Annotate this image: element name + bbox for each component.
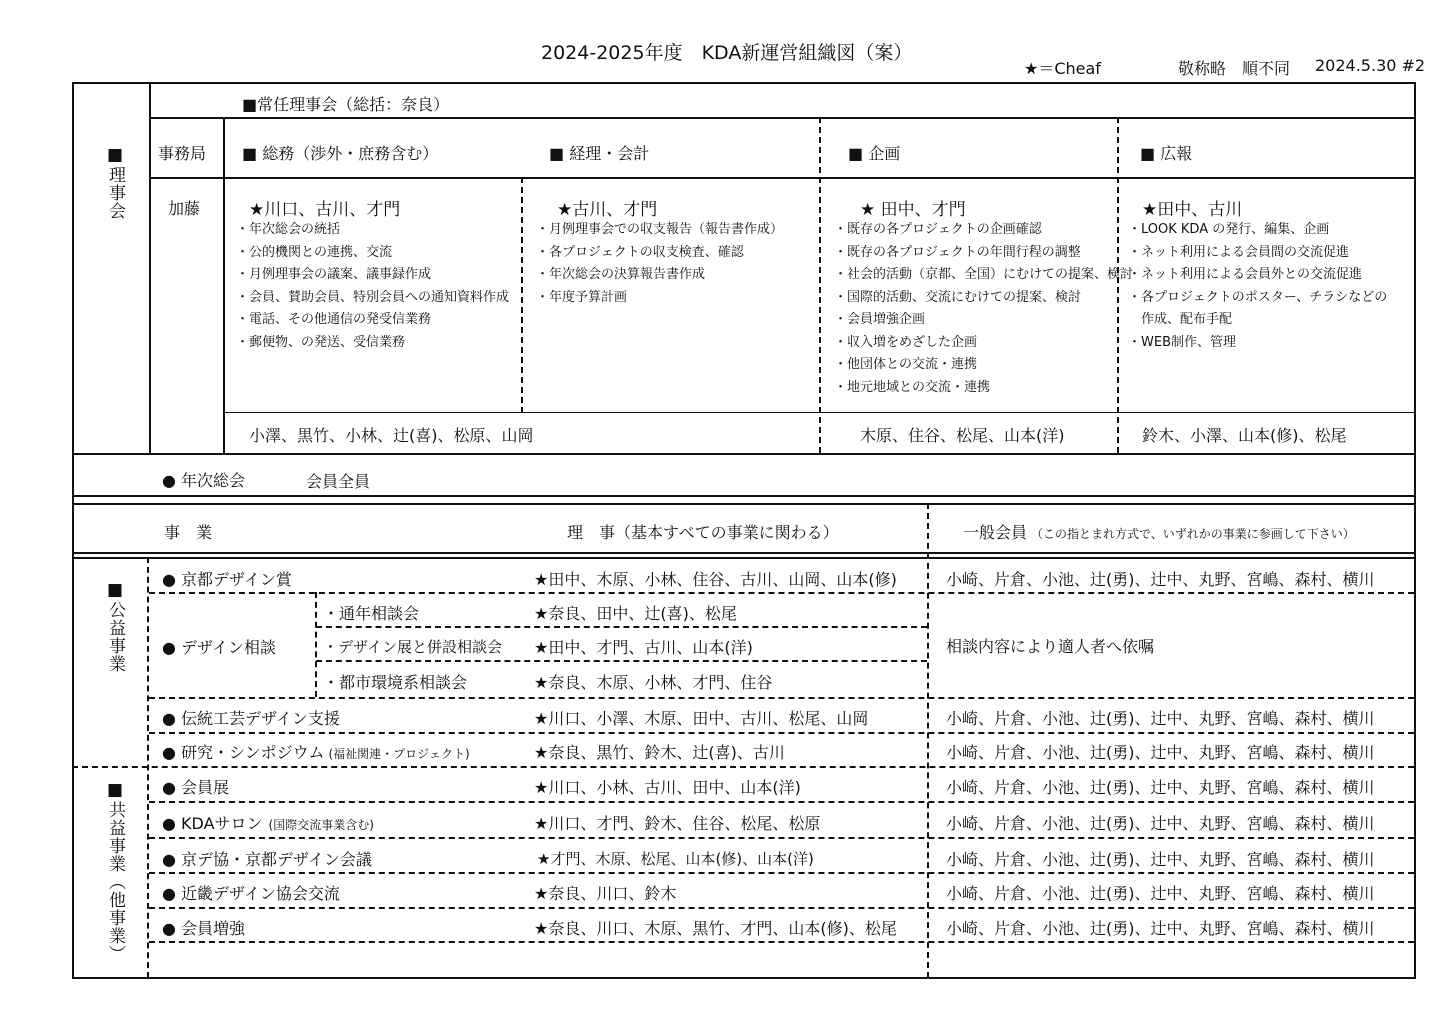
section-koho-chief: ★田中、古川 (1142, 200, 1243, 220)
project-kda-salon (162, 811, 374, 834)
project-general-members: 小崎、片倉、小池、辻(勇)、辻中、丸野、宮嶋、森村、横川 (946, 814, 1375, 833)
duty-item: ・公的機関との連携、交流 (236, 244, 393, 260)
secretariat-label: 事務局 (158, 144, 207, 163)
standing-committee: ■常任理事会（総括：奈良） (242, 95, 450, 114)
project-general-members: 小崎、片倉、小池、辻(勇)、辻中、丸野、宮嶋、森村、横川 (946, 778, 1375, 797)
public-mutual-divider (72, 766, 1414, 768)
project-directors: ★奈良、川口、鈴木 (534, 884, 677, 903)
duty-item: ・ネット利用による会員間の交流促進 (1128, 244, 1350, 260)
duty-item: ・電話、その他通信の発受信業務 (236, 312, 432, 327)
row-divider (149, 872, 1414, 874)
project-kinki-exchange: ● 近畿デザイン協会交流 (162, 884, 340, 903)
consult-sub-name: ・デザイン展と併設相談会 (323, 638, 502, 656)
project-name: ● 研究・シンポジウム (162, 743, 325, 762)
project-general-members: 小崎、片倉、小池、辻(勇)、辻中、丸野、宮嶋、森村、横川 (946, 919, 1375, 938)
project-design-consult: ● デザイン相談 (162, 638, 276, 657)
mutual-business-label: ■共益事業（他事業） (105, 780, 125, 963)
standing-row-divider (149, 117, 1416, 119)
projects-header-divider-a (72, 552, 1416, 554)
project-general-members: 小崎、片倉、小池、辻(勇)、辻中、丸野、宮嶋、森村、横川 (946, 850, 1375, 869)
board-side-label: ■理事会 (105, 145, 125, 220)
project-directors: ★奈良、黒竹、鈴木、辻(喜)、古川 (534, 743, 785, 762)
koho-duty-list (1128, 219, 1387, 354)
duty-item: ・既存の各プロジェクトの企画確認 (834, 222, 1042, 237)
general-meeting-bottom (72, 495, 1416, 497)
consult-sub-name: ・都市環境系相談会 (323, 673, 468, 692)
duty-item: ・収入増をめざした企画 (834, 334, 978, 350)
duty-item: ・既存の各プロジェクトの年間行程の調整 (834, 244, 1081, 260)
project-name: ● KDAサロン (162, 814, 263, 833)
consult-sub-divider (315, 592, 317, 697)
project-general-members: 小崎、片倉、小池、辻(勇)、辻中、丸野、宮嶋、森村、横川 (946, 570, 1375, 589)
project-directors: ★奈良、田中、辻(喜)、松尾 (534, 604, 737, 623)
secretariat-person: 加藤 (168, 199, 201, 218)
project-general-members: 小崎、片倉、小池、辻(勇)、辻中、丸野、宮嶋、森村、横川 (946, 884, 1375, 903)
projects-top-border (72, 503, 1416, 505)
kikaku-members: 木原、住谷、松尾、山本(洋) (860, 426, 1065, 445)
board-label-divider (149, 82, 151, 453)
project-directors: ★川口、小澤、木原、田中、古川、松尾、山岡 (534, 709, 869, 728)
duty-item: ・年次総会の統括 (236, 222, 341, 237)
public-business-label: ■公益事業 (105, 580, 125, 673)
project-general-members: 小崎、片倉、小池、辻(勇)、辻中、丸野、宮嶋、森村、横川 (946, 743, 1375, 762)
duty-item: ・国際的活動、交流にむけての提案、検討 (834, 289, 1082, 305)
duty-item: ・各プロジェクトのポスター、チラシなどの (1128, 289, 1388, 305)
secretariat-divider (223, 117, 225, 453)
document-date: 2024.5.30 #2 (1315, 56, 1426, 75)
somu-keiri-divider (521, 177, 523, 413)
projects-header-divider-b (72, 557, 1416, 559)
project-note: (国際交流事業含む) (268, 818, 374, 832)
duty-item: ・会員、賛助会員、特別会員への通知資料作成 (236, 289, 510, 305)
section-kikaku-chief: ★ 田中、才門 (860, 200, 966, 220)
koho-members: 鈴木、小澤、山本(修)、松尾 (1142, 426, 1347, 445)
section-keiri-chief: ★古川、才門 (557, 200, 658, 220)
project-directors: ★川口、小林、古川、田中、山本(洋) (534, 778, 801, 797)
outer-right-border (1414, 82, 1416, 978)
outer-bottom-border (72, 977, 1416, 979)
project-directors: ★奈良、木原、小林、才門、住谷 (534, 673, 773, 692)
duty-item: ・各プロジェクトの収支検査、確認 (536, 244, 744, 260)
duty-item: ・年次総会の決算報告書作成 (536, 267, 706, 282)
general-column-header (963, 520, 1355, 543)
section-header-divider (149, 177, 1416, 179)
duty-item: ・地元地域との交流・連携 (834, 379, 991, 395)
project-directors: ★奈良、川口、木原、黒竹、才門、山本(修)、松尾 (534, 919, 897, 938)
section-kikaku-title: ■ 企画 (848, 144, 901, 163)
project-traditional-craft: ● 伝統工芸デザイン支援 (162, 709, 340, 728)
project-kyoto-award: ● 京都デザイン賞 (162, 570, 292, 589)
row-divider (149, 941, 1414, 943)
outer-left-border (72, 82, 74, 978)
somu-duty-list (236, 219, 509, 354)
duty-item: ・社会的活動（京都、全国）にむけての提案、検討 (834, 267, 1134, 282)
project-directors: ★田中、才門、古川、山本(洋) (534, 638, 753, 657)
section-keiri-title: ■ 経理・会計 (549, 144, 650, 163)
project-research-symposium (162, 740, 470, 763)
row-divider (149, 837, 1414, 839)
board-bottom-border (72, 453, 1416, 455)
business-column-header: 事 業 (164, 523, 213, 542)
row-divider (149, 732, 1414, 734)
consult-subrow-divider (316, 660, 927, 662)
duty-item: ・会員増強企画 (834, 312, 926, 327)
duty-item: ・年度予算計画 (536, 289, 628, 305)
duty-item: ・ネット利用による会員外との交流促進 (1128, 267, 1363, 282)
board-top-border (72, 82, 1416, 84)
project-directors: ★川口、才門、鈴木、住谷、松尾、松原 (534, 814, 821, 833)
duty-item: ・郵便物、の発送、受信業務 (236, 334, 406, 350)
kikaku-duty-list (834, 219, 1133, 399)
project-member-exhibition: ● 会員展 (162, 778, 230, 797)
duty-item: 作成、配布手配 (1128, 312, 1233, 327)
general-meeting-members: 会員全員 (306, 472, 371, 491)
consult-general-note: 相談内容により適人者へ依嘱 (946, 637, 1155, 656)
somu-keiri-members: 小澤、黒竹、小林、辻(喜)、松原、山岡 (249, 426, 534, 445)
project-note: (福祉関連・プロジェクト) (328, 747, 470, 761)
page-title: 2024-2025年度 KDA新運営組織図（案） (541, 42, 913, 64)
project-general-members: 小崎、片倉、小池、辻(勇)、辻中、丸野、宮嶋、森村、横川 (946, 709, 1375, 728)
row-divider (149, 697, 1414, 699)
duty-item: ・LOOK KDA の発行、編集、企画 (1128, 222, 1330, 237)
section-somu-chief: ★川口、古川、才門 (249, 200, 401, 220)
consult-sub-name: ・通年相談会 (323, 604, 420, 623)
duty-item: ・月例理事会での収支報告（報告書作成） (536, 222, 784, 237)
section-somu-title: ■ 総務（渉外・庶務含む） (242, 144, 439, 163)
row-divider (149, 907, 1414, 909)
consult-subrow-divider (316, 626, 927, 628)
general-column-note: （この指とまれ方式で、いずれかの事業に参画して下さい） (1031, 527, 1355, 541)
project-directors: ★田中、木原、小林、住谷、古川、山岡、山本(修) (534, 570, 897, 589)
row-divider (149, 801, 1414, 803)
project-directors: ★才門、木原、松尾、山本(修)、山本(洋) (537, 850, 814, 868)
keiri-kikaku-divider (819, 117, 821, 453)
general-meeting-label: ● 年次総会 (162, 471, 246, 490)
general-column-title: 一般会員 (963, 523, 1028, 542)
project-kyodekyo: ● 京デ協・京都デザイン会議 (162, 850, 372, 869)
section-koho-title: ■ 広報 (1140, 144, 1193, 163)
duty-item: ・月例理事会の議案、議事録作成 (236, 267, 432, 282)
directors-column-header: 理 事（基本すべての事業に関わる） (567, 523, 839, 542)
duty-item: ・他団体との交流・連携 (834, 357, 978, 372)
row-divider (149, 592, 1414, 594)
project-member-increase: ● 会員増強 (162, 919, 246, 938)
duty-item: ・WEB制作、管理 (1128, 334, 1236, 350)
keiri-duty-list (536, 219, 783, 309)
honorific-note: 敬称略 順不同 (1178, 59, 1291, 78)
cheaf-legend: ★＝Cheaf (1024, 59, 1101, 78)
